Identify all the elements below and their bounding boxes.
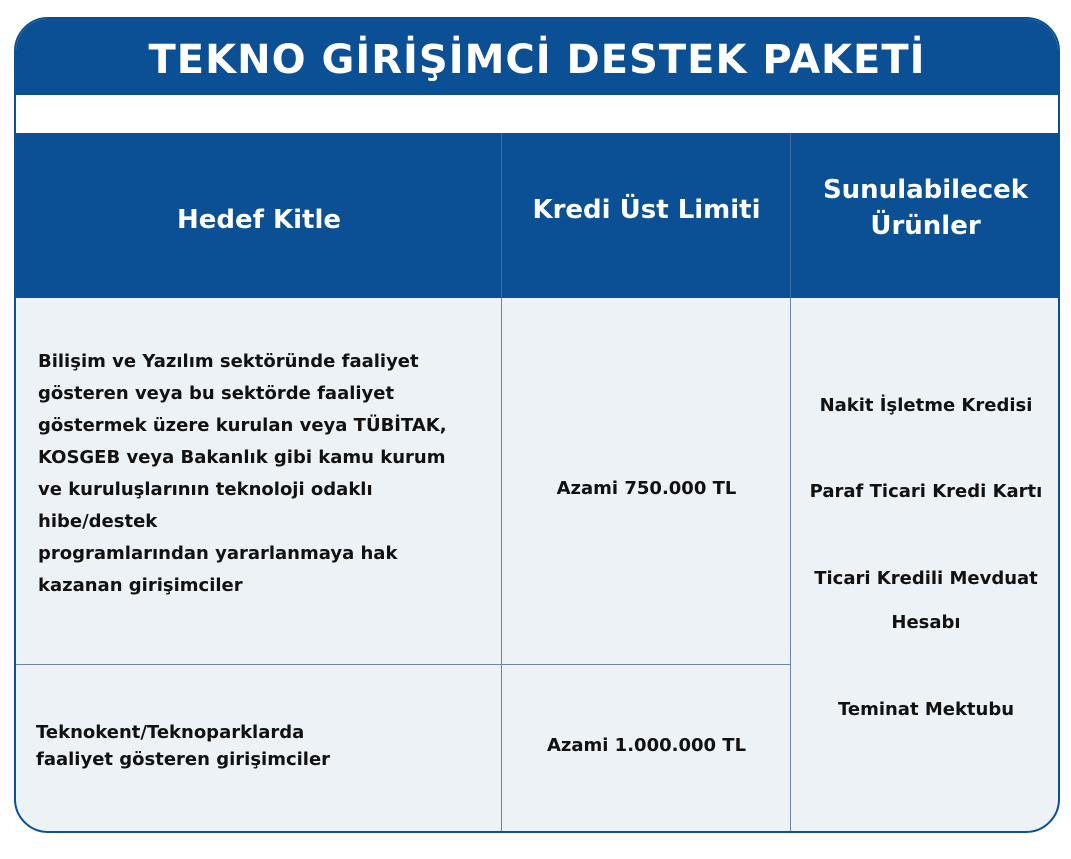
row-1-target-audience [38,346,498,602]
title-bar [16,19,1058,95]
product-item: Teminat Mektubu [837,699,1015,720]
product-item: Paraf Ticari Kredi Kartı [809,481,1043,502]
page-title: TEKNO GİRİŞİMCİ DESTEK PAKETİ [148,37,926,83]
products-cell [792,298,1060,833]
header-credit-limit [502,133,791,298]
row-2-credit-limit: Azami 1.000.000 TL [546,735,747,756]
row-divider [16,664,791,665]
product-item: Ticari Kredili Mevduat [814,568,1038,589]
table-header-row [16,133,1058,298]
title-separator-strip [16,95,1058,133]
header-divider-2 [790,133,791,298]
product-item: Nakit İşletme Kredisi [819,395,1033,416]
row-1-target-line: ve kuruluşlarının teknoloji odaklı hibe/destek [38,479,373,532]
row-1-target-line: Bilişim ve Yazılım sektöründe faaliyet [38,351,419,372]
row-2-target-audience [36,719,496,773]
header-products-line2: Ürünler [870,210,981,241]
row-1-target-line: gösteren veya bu sektörde faaliyet [38,383,395,404]
row-2-target-line: Teknokent/Teknoparklarda [36,722,305,743]
header-target-label: Hedef Kitle [176,204,342,235]
header-divider-1 [501,133,502,298]
header-products-line1: Sunulabilecek [822,174,1029,205]
package-table-card [14,17,1060,833]
product-item-continued: Hesabı [891,612,961,633]
row-1-target-line: KOSGEB veya Bakanlık gibi kamu kurum [38,447,446,468]
row-1-target-line: göstermek üzere kurulan veya TÜBİTAK, [38,415,447,436]
header-limit-label: Kredi Üst Limiti [532,194,761,225]
row-2-target-line: faaliyet gösteren girişimciler [36,749,331,770]
row-1-credit-limit: Azami 750.000 TL [556,478,737,499]
row-1-target-line: programlarından yararlanmaya hak [38,543,398,564]
header-target-audience [16,133,502,298]
row-1-target-line: kazanan girişimciler [38,575,243,596]
header-products [791,133,1060,298]
